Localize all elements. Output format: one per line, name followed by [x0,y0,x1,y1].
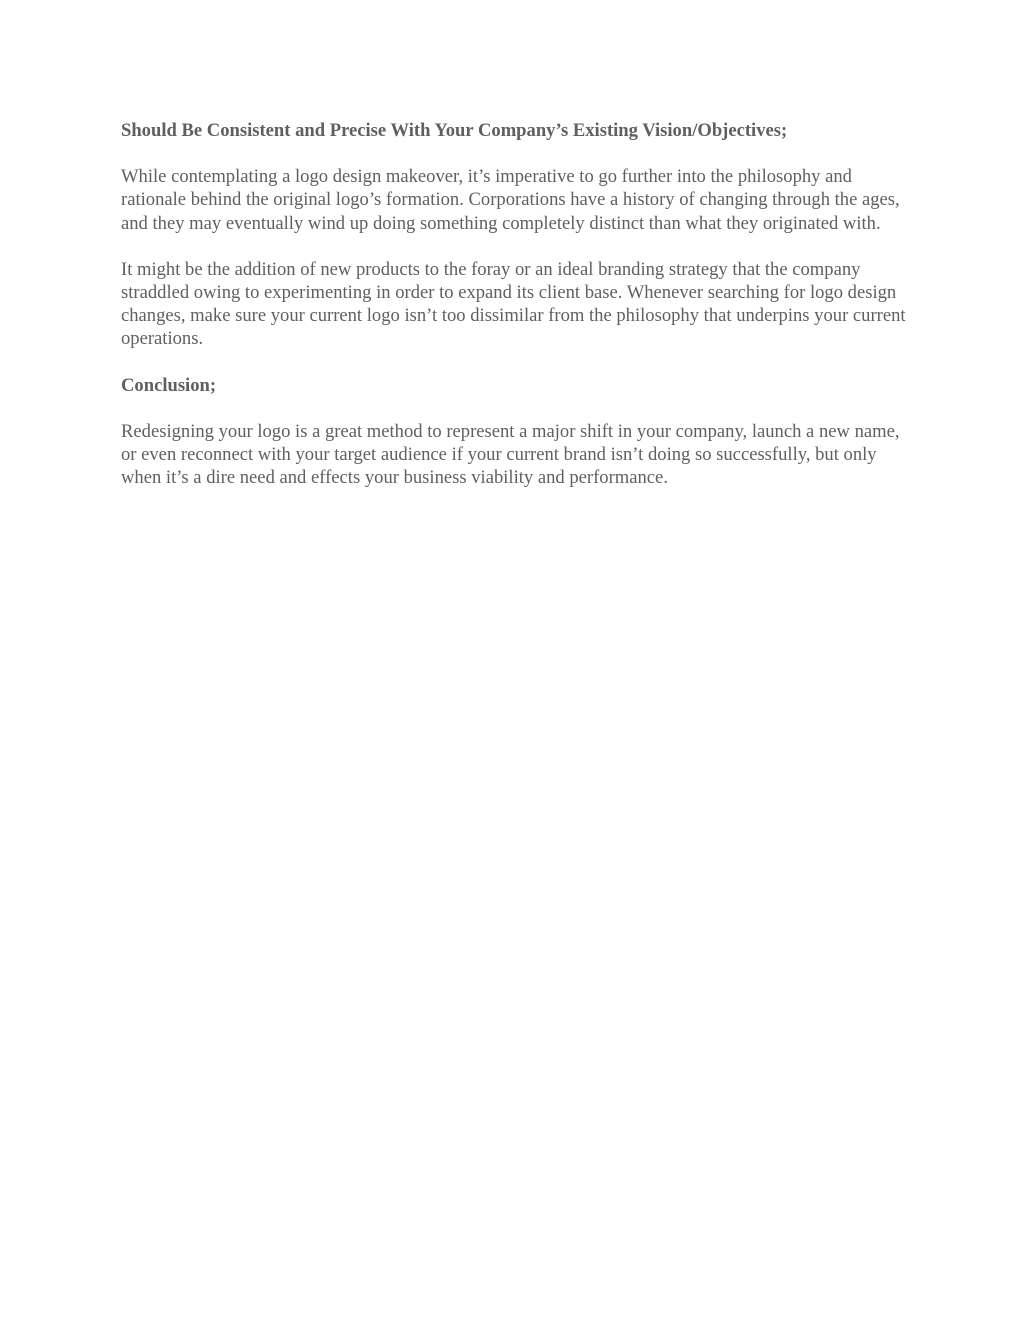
paragraph-conclusion: Redesigning your logo is a great method to represent a major shift in your company, launch a new name, or even reconnect with your target audience if your current brand isn’t doing so successfully, but only when it’s a dire need and effects your business viability and performance. [121,420,900,489]
paragraph-logo-makeover: While contemplating a logo design makeover, it’s imperative to go further into the philosophy and rationale behind the original logo’s formation. Corporations have a history of changing through the ages, and they may eventually wind up doing something completely distinct than what they originated with. [121,166,900,234]
paragraph-branding-strategy: It might be the addition of new products to the foray or an ideal branding strategy that the company straddled owing to experimenting in order to expand its client base. Whenever searching for logo design changes, make sure your current logo isn’t too dissimilar from the philosophy that underpins your current operations. [121,258,906,350]
section-heading-conclusion: Conclusion; [121,374,217,396]
section-heading-vision: Should Be Consistent and Precise With Your Company’s Existing Vision/Objectives; [121,120,788,141]
document-body [121,119,911,512]
